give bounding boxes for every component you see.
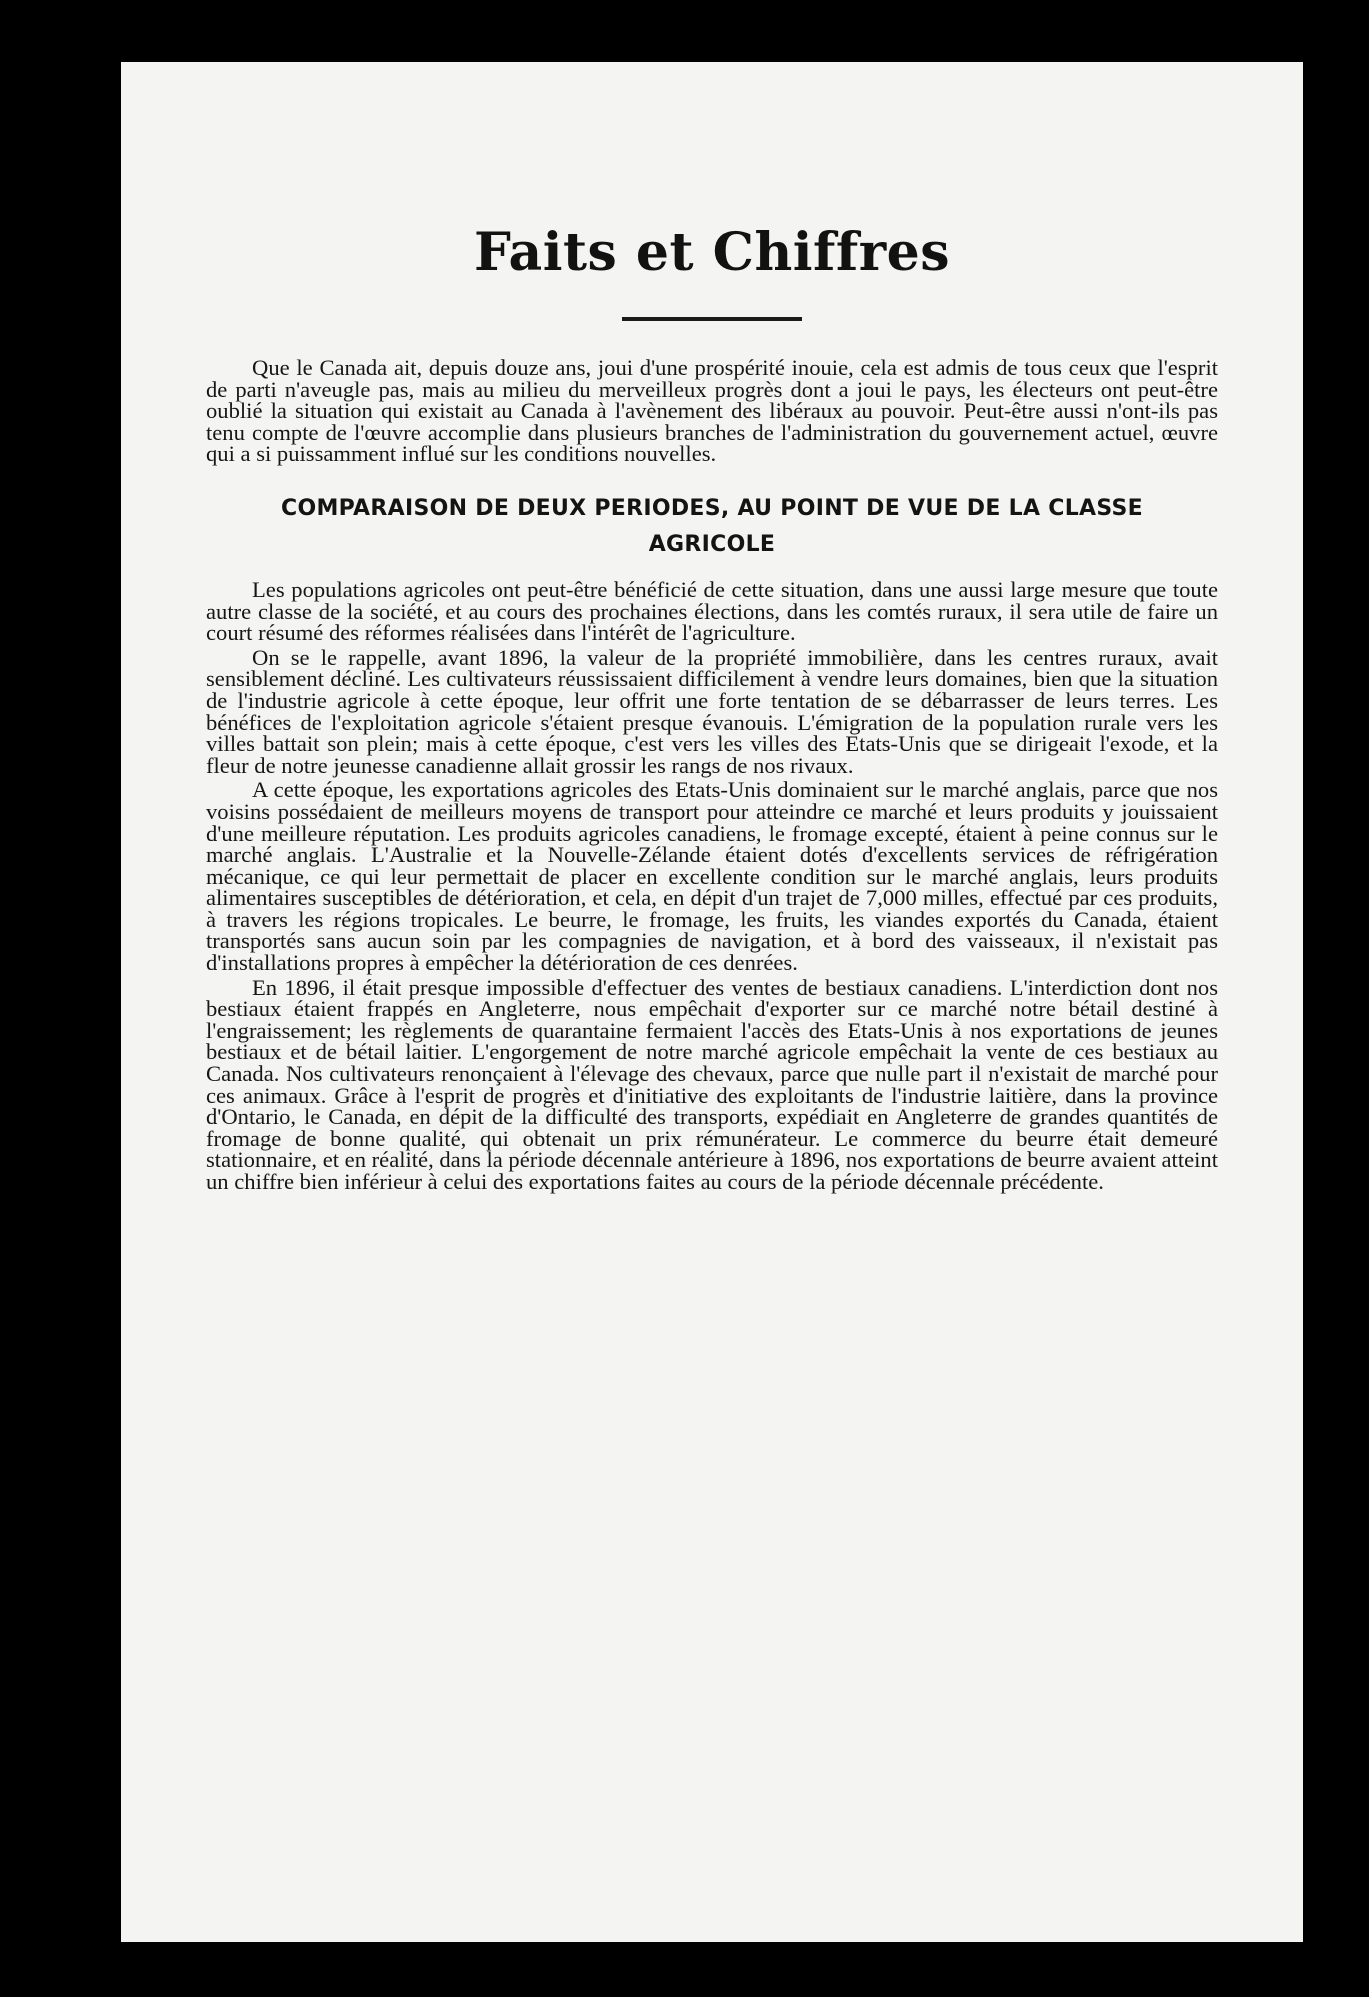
body-paragraph: On se le rappelle, avant 1896, la valeur de la propriété immobilière, dans les centres ruraux, avait sensiblement décliné. Les cultivateurs réussissaient difficilement à vendre leurs domaines, bien que la situation de l'industrie agricole à cette époque, leur offrit une forte tentation de se débarrasser de leurs terres. Les bénéfices de l'exploitation agricole s'étaient presque évanouis. L'émigration de la population rurale vers les villes battait son plein; mais à cette époque, c'est vers les villes des Etats-Unis que se dirigeait l'exode, et la fleur de notre jeunesse canadienne allait grossir les rangs de nos rivaux. [206, 644, 1218, 778]
intro-paragraph: Que le Canada ait, depuis douze ans, joui d'une prospérité inouie, cela est admis de tous ceux que l'esprit de parti n'aveugle pas, mais au milieu du merveilleux progrès dont a joui le pays, les électeurs ont peut-être oublié la situation qui existait au Canada à l'avènement des libéraux au pouvoir. Peut-être aussi n'ont-ils pas tenu compte de l'œuvre accomplie dans plusieurs branches de l'administration du gouvernement actuel, œuvre qui a si puissamment influé sur les conditions nouvelles. [206, 355, 1218, 467]
section-heading [206, 491, 1218, 563]
page-title: Faits et Chiffres [473, 222, 951, 283]
section-heading-line1: COMPARAISON DE DEUX PERIODES, AU POINT DE VUE DE LA CLASSE [281, 495, 1143, 521]
section-agricole [206, 491, 1218, 1193]
body-paragraph: A cette époque, les exportations agricoles des Etats-Unis dominaient sur le marché anglais, parce que nos voisins possédaient de meilleurs moyens de transport pour atteindre ce marché et leurs produits y jouissaient d'une meilleure réputation. Les produits agricoles canadiens, le fromage excepté, étaient à peine connus sur le marché anglais. L'Australie et la Nouvelle-Zélande étaient dotés d'excellents services de réfrigération mécanique, ce qui leur permettait de placer en excellente condition sur le marché anglais, leurs produits alimentaires susceptibles de détérioration, et cela, en dépit d'un trajet de 7,000 milles, effectué par ces produits, à travers les régions tropicales. Le beurre, le fromage, les fruits, les viandes exportés du Canada, étaient transportés sans aucun soin par les compagnies de navigation, et à bord des vaisseaux, il n'existait pas d'installations propres à empêcher la détérioration de ces denrées. [206, 777, 1218, 976]
title-divider [622, 317, 802, 321]
body-paragraph: En 1896, il était presque impossible d'effectuer des ventes de bestiaux canadiens. L'interdiction dont nos bestiaux étaient frappés en Angleterre, nous empêchait d'exporter sur ce marché notre bétail destiné à l'engraissement; les règlements de quarantaine fermaient l'accès des Etats-Unis à nos exportations de jeunes bestiaux et de bétail laitier. L'engorgement de notre marché agricole empêchait la vente de ces bestiaux au Canada. Nos cultivateurs renonçaient à l'élevage des chevaux, parce que nulle part il n'existait de marché pour ces animaux. Grâce à l'esprit de progrès et d'initiative des exploitants de l'industrie laitière, dans la province d'Ontario, le Canada, en dépit de la difficulté des transports, expédiait en Angleterre de grandes quantités de fromage de bonne qualité, qui obtenait un prix rémunérateur. Le commerce du beurre était demeuré stationnaire, et en réalité, dans la période décennale antérieure à 1896, nos exportations de beurre avaient atteint un chiffre bien inférieur à celui des exportations faites au cours de la période décennale précédente. [206, 974, 1218, 1194]
section-heading-line2: AGRICOLE [648, 531, 776, 557]
document-page [121, 62, 1303, 1942]
intro-block [206, 357, 1218, 465]
body-paragraph: Les populations agricoles ont peut-être bénéficié de cette situation, dans une aussi large mesure que toute autre classe de la société, et au cours des prochaines élections, dans les comtés ruraux, il sera utile de faire un court résumé des réformes réalisées dans l'intérêt de l'agriculture. [206, 576, 1218, 646]
